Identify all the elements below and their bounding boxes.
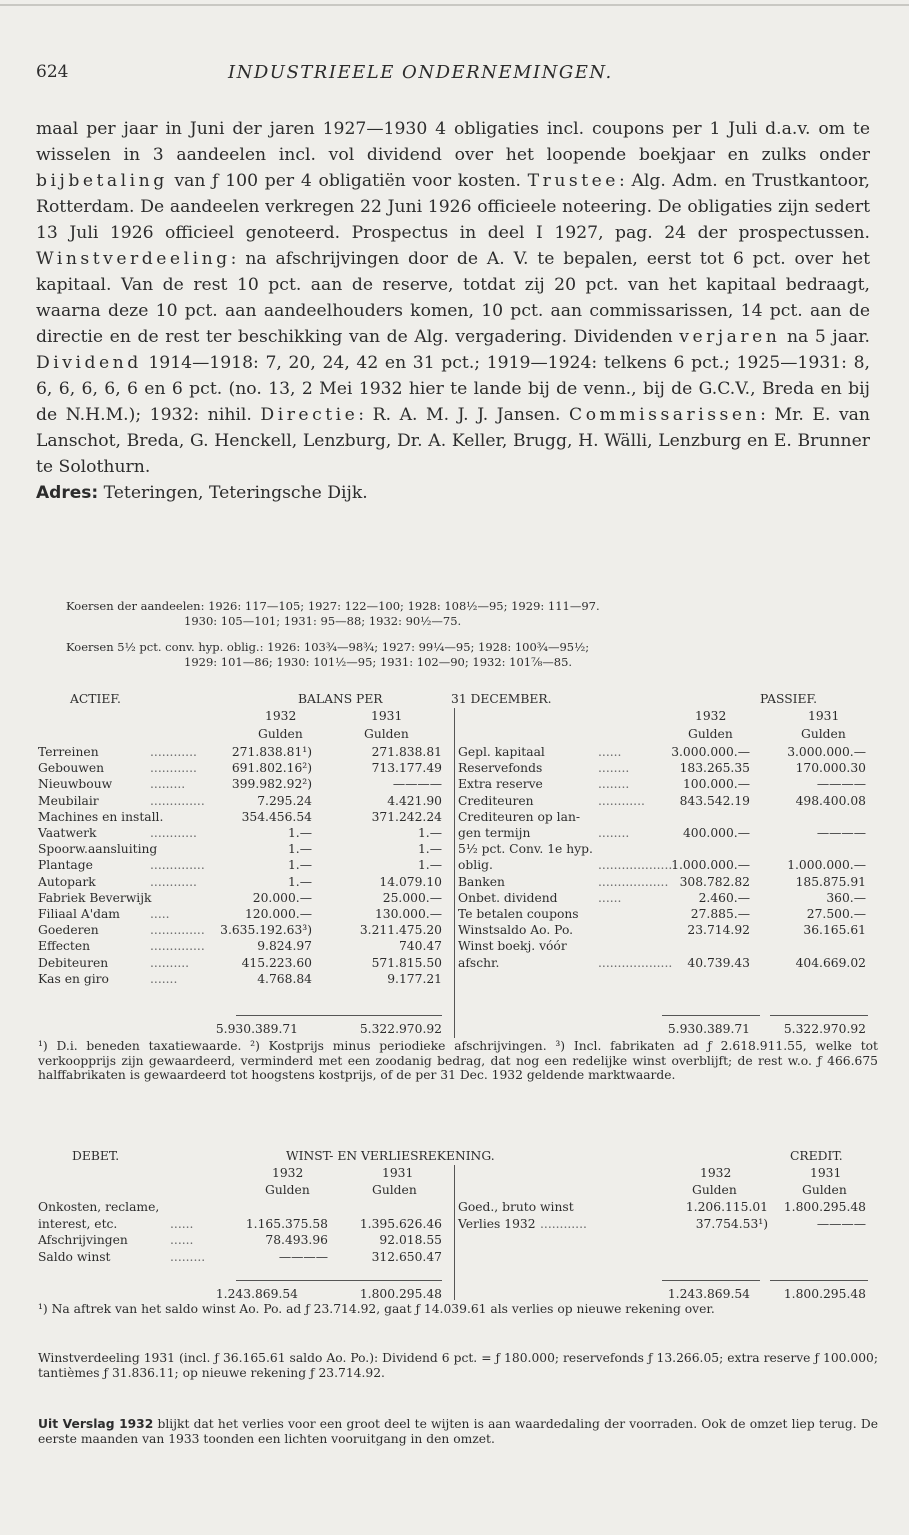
row-label: Afschrijvingen bbox=[38, 1233, 128, 1247]
address-line bbox=[36, 480, 870, 506]
row-label: Plantage bbox=[38, 858, 93, 873]
row-value-1932: 691.802.16²) bbox=[231, 761, 312, 776]
emphasis-verjaren: verjaren bbox=[679, 327, 781, 347]
row-value-1932: 40.739.43 bbox=[687, 955, 750, 970]
row-value-1932: 1.— bbox=[287, 874, 312, 889]
row-value-1932: 1.— bbox=[287, 842, 312, 857]
col-year: 1931 bbox=[382, 1166, 414, 1180]
row-value-1932: 400.000.— bbox=[682, 826, 750, 840]
row-label: Extra reserve bbox=[458, 777, 543, 792]
total-value: 5.322.970.92 bbox=[783, 1022, 866, 1036]
row-value-1932: 78.493.96 bbox=[265, 1233, 328, 1247]
row-leader-dots: ...... bbox=[170, 1233, 194, 1247]
row-label: Goed., bruto winst bbox=[458, 1200, 574, 1214]
row-value-1931: 498.400.08 bbox=[795, 793, 866, 808]
row-value-1932: 183.265.35 bbox=[679, 761, 750, 776]
row-label: Reservefonds bbox=[458, 761, 543, 776]
row-value-1932: 1.— bbox=[287, 826, 312, 840]
row-label: Kas en giro bbox=[38, 971, 109, 986]
row-value-1931: 130.000.— bbox=[374, 907, 442, 921]
pl-footnote: ¹) Na aftrek van het saldo winst Ao. Po. ad ƒ 23.714.92, gaat ƒ 14.039.61 als verlies op nieuwe rekening over. bbox=[38, 1302, 715, 1316]
row-value-1931: ———— bbox=[392, 777, 442, 792]
row-leader-dots: .............. bbox=[150, 793, 205, 808]
row-label: Saldo winst bbox=[38, 1249, 111, 1264]
row-leader-dots: ............ bbox=[150, 826, 197, 840]
sum-rule bbox=[662, 1015, 760, 1016]
row-label: gen termijn bbox=[458, 826, 531, 840]
row-leader-dots: ................... bbox=[598, 955, 673, 970]
row-leader-dots: ........ bbox=[598, 777, 630, 792]
col-year: 1932 bbox=[695, 709, 727, 723]
sum-rule bbox=[662, 1280, 760, 1281]
row-label: interest, etc. bbox=[38, 1216, 118, 1231]
sum-rule bbox=[344, 1280, 442, 1281]
col-year: 1931 bbox=[810, 1166, 842, 1180]
col-year: 1932 bbox=[272, 1166, 304, 1180]
total-value: 5.322.970.92 bbox=[359, 1022, 442, 1036]
sum-rule bbox=[236, 1280, 344, 1281]
row-value-1931: ———— bbox=[816, 826, 866, 840]
col-unit: Gulden bbox=[688, 727, 733, 741]
emphasis-directie: Directie bbox=[260, 405, 359, 425]
address-label: Adres: bbox=[36, 483, 99, 503]
row-label: Gebouwen bbox=[38, 761, 105, 776]
row-leader-dots: ....... bbox=[150, 971, 178, 986]
row-label: Te betalen coupons bbox=[458, 907, 579, 921]
total-value: 1.800.295.48 bbox=[783, 1287, 866, 1301]
row-value-1931: 312.650.47 bbox=[371, 1249, 442, 1264]
row-value-1932: 9.824.97 bbox=[257, 939, 312, 954]
row-value-1931: 1.800.295.48 bbox=[783, 1200, 866, 1214]
row-value-1931: 371.242.24 bbox=[371, 809, 442, 824]
row-leader-dots: ......... bbox=[150, 777, 186, 792]
col-unit: Gulden bbox=[692, 1183, 737, 1197]
row-label: Debiteuren bbox=[38, 955, 109, 970]
row-value-1931: 9.177.21 bbox=[387, 971, 442, 986]
company-description bbox=[36, 116, 870, 506]
row-label: Autopark bbox=[38, 874, 96, 889]
running-title: INDUSTRIEELE ONDERNEMINGEN. bbox=[228, 62, 613, 83]
col-year: 1931 bbox=[808, 709, 840, 723]
row-label: Machines en install. bbox=[38, 809, 164, 824]
row-value-1931: 92.018.55 bbox=[379, 1233, 442, 1247]
row-label: Vaatwerk bbox=[38, 826, 97, 840]
row-value-1931: 25.000.— bbox=[382, 890, 442, 905]
row-label: Filiaal A'dam bbox=[38, 907, 120, 921]
row-value-1932: 354.456.54 bbox=[241, 809, 312, 824]
row-leader-dots: .............. bbox=[150, 858, 205, 873]
sum-rule bbox=[770, 1280, 868, 1281]
top-rule bbox=[0, 4, 909, 6]
sum-rule bbox=[770, 1015, 868, 1016]
col-year: 1932 bbox=[265, 709, 297, 723]
annual-report-summary bbox=[38, 1417, 878, 1446]
col-unit: Gulden bbox=[802, 1183, 847, 1197]
row-label: Onkosten, reclame, bbox=[38, 1200, 160, 1214]
balance-title-date: 31 DECEMBER. bbox=[451, 692, 552, 706]
row-value-1932: 271.838.81¹) bbox=[231, 745, 312, 759]
total-value: 5.930.389.71 bbox=[667, 1022, 750, 1036]
row-value-1932: 308.782.82 bbox=[679, 874, 750, 889]
row-value-1932: 3.635.192.63³) bbox=[220, 923, 312, 938]
emphasis-winstverdeeling: Winstverdeeling bbox=[36, 249, 231, 269]
row-value-1931: 1.— bbox=[417, 842, 442, 857]
sum-rule bbox=[236, 1015, 344, 1016]
sum-rule bbox=[344, 1015, 442, 1016]
row-label: Meubilair bbox=[38, 793, 99, 808]
row-leader-dots: ........ bbox=[598, 761, 630, 776]
emphasis-dividend: Dividend bbox=[36, 353, 142, 373]
row-leader-dots: ............ bbox=[598, 793, 645, 808]
row-value-1932: 2.460.— bbox=[698, 890, 750, 905]
col-unit: Gulden bbox=[258, 727, 303, 741]
credit-label: CREDIT. bbox=[790, 1149, 843, 1163]
row-label: afschr. bbox=[458, 955, 500, 970]
row-leader-dots: ...... bbox=[598, 745, 622, 759]
total-value: 5.930.389.71 bbox=[215, 1022, 298, 1036]
row-label: Effecten bbox=[38, 939, 91, 954]
row-value-1931: 713.177.49 bbox=[371, 761, 442, 776]
row-leader-dots: ............ bbox=[150, 874, 197, 889]
row-value-1932: 27.885.— bbox=[690, 907, 750, 921]
row-value-1931: 1.— bbox=[417, 858, 442, 873]
total-value: 1.243.869.54 bbox=[215, 1287, 298, 1301]
actief-label: ACTIEF. bbox=[70, 692, 121, 706]
row-value-1931: 571.815.50 bbox=[371, 955, 442, 970]
row-label: Goederen bbox=[38, 923, 99, 938]
row-value-1932: 4.768.84 bbox=[257, 971, 312, 986]
row-value-1931: 36.165.61 bbox=[803, 923, 866, 938]
row-value-1931: 1.— bbox=[417, 826, 442, 840]
row-label: Crediteuren op lan- bbox=[458, 809, 581, 824]
row-leader-dots: .............. bbox=[150, 923, 205, 938]
emphasis-bijbetaling: bijbetaling bbox=[36, 171, 168, 191]
balance-divider bbox=[454, 708, 455, 1038]
page-header bbox=[36, 62, 876, 92]
row-leader-dots: ............ bbox=[150, 761, 197, 776]
row-value-1932: ———— bbox=[278, 1249, 328, 1264]
row-value-1931: 740.47 bbox=[398, 939, 442, 954]
row-label: Winstsaldo Ao. Po. bbox=[458, 923, 574, 938]
description-paragraph: maal per jaar in Juni der jaren 1927—1930 4 obligaties incl. coupons per 1 Juli d.a.v. om te wisselen in 3 aandeelen incl. vol dividend over het loopende boekjaar en zulks onder bijbetaling van ƒ 100 per 4 obligatiën voor kosten. Trustee: Alg. Adm. en Trustkantoor, Rotterdam. De aandeelen verkregen 22 Juni 1926 officieele noteering. De obligaties zijn sedert 13 Juli 1926 officieel genoteerd. Prospectus in deel I 1927, pag. 24 der prospectussen. Winstverdeeling: na afschrijvingen door de A. V. te bepalen, eerst tot 6 pct. over het kapitaal. Van de rest 10 pct. aan de reserve, totdat zij 20 pct. van het kapitaal bedraagt, waarna deze 10 pct. aan aandeelhouders komen, 10 pct. aan commissarissen, 14 pct. aan de directie en de rest ter beschikking van de Alg. vergadering. Dividenden verjaren na 5 jaar. Dividend 1914—1918: 7, 20, 24, 42 en 31 pct.; 1919—1924: telkens 6 pct.; 1925—1931: 8, 6, 6, 6, 6, 6 en 6 pct. (no. 13, 2 Mei 1932 hier te lande bij de venn., bij de G.C.V., Breda en bij de N.H.M.); 1932: nihil. Directie: R. A. M. J. J. Jansen. Commissarissen: Mr. E. van Lanschot, Breda, G. Henckell, Lenzburg, Dr. A. Keller, Brugg, H. Wälli, Lenzburg en E. Brunner te Solothurn. bbox=[36, 119, 870, 477]
passief-label: PASSIEF. bbox=[760, 692, 818, 706]
row-value-1931: 4.421.90 bbox=[387, 793, 442, 808]
debet-label: DEBET. bbox=[72, 1149, 120, 1163]
row-label: Onbet. dividend bbox=[458, 890, 558, 905]
row-leader-dots: ........ bbox=[598, 826, 630, 840]
row-leader-dots: ...... bbox=[598, 890, 622, 905]
pl-divider bbox=[454, 1165, 455, 1300]
row-value-1932: 20.000.— bbox=[252, 890, 312, 905]
col-year: 1931 bbox=[371, 709, 403, 723]
row-value-1932: 415.223.60 bbox=[241, 955, 312, 970]
row-leader-dots: ..... bbox=[150, 907, 170, 921]
col-unit: Gulden bbox=[372, 1183, 417, 1197]
col-unit: Gulden bbox=[801, 727, 846, 741]
row-leader-dots: ......... bbox=[170, 1249, 206, 1264]
balance-title: BALANS PER bbox=[298, 692, 383, 706]
row-value-1932: 100.000.— bbox=[682, 777, 750, 792]
row-label: Fabriek Beverwijk bbox=[38, 890, 152, 905]
row-label: Nieuwbouw bbox=[38, 777, 113, 792]
share-prices: Koersen der aandeelen: 1926: 117—105; 1927: 122—100; 1928: 108½—95; 1929: 111—97. 1930: 105—101; 1931: 95—88; 1932: 90½—75. bbox=[66, 599, 600, 628]
row-value-1932: 1.206.115.01 bbox=[685, 1200, 768, 1214]
col-year: 1932 bbox=[700, 1166, 732, 1180]
row-leader-dots: .............. bbox=[150, 939, 205, 954]
col-unit: Gulden bbox=[364, 727, 409, 741]
row-leader-dots: .......... bbox=[150, 955, 190, 970]
row-label: Banken bbox=[458, 874, 505, 889]
row-value-1931: ———— bbox=[816, 777, 866, 792]
row-value-1932: 3.000.000.— bbox=[671, 745, 750, 759]
total-value: 1.800.295.48 bbox=[359, 1287, 442, 1301]
row-label: Crediteuren bbox=[458, 793, 534, 808]
row-value-1932: 37.754.53¹) bbox=[695, 1216, 768, 1231]
row-value-1932: 1.165.375.58 bbox=[245, 1216, 328, 1231]
row-value-1932: 1.000.000.— bbox=[671, 858, 750, 873]
address-value: Teteringen, Teteringsche Dijk. bbox=[98, 483, 368, 503]
row-leader-dots: ............ bbox=[150, 745, 197, 759]
row-value-1931: 1.395.626.46 bbox=[359, 1216, 442, 1231]
emphasis-commissarissen: Commissarissen bbox=[569, 405, 761, 425]
row-value-1931: 360.— bbox=[826, 890, 866, 905]
row-value-1931: 271.838.81 bbox=[371, 745, 442, 759]
row-value-1931: 1.000.000.— bbox=[787, 858, 866, 873]
row-label: Spoorw.aansluiting bbox=[38, 842, 158, 857]
row-leader-dots: ............ bbox=[540, 1216, 587, 1231]
row-value-1932: 7.295.24 bbox=[257, 793, 312, 808]
bond-prices: Koersen 5½ pct. conv. hyp. oblig.: 1926: 103¾—98¾; 1927: 99¼—95; 1928: 100¾—95½; 1929: 101—86; 1930: 101½—95; 1931: 102—90; 1932: 101⅞—85. bbox=[66, 640, 590, 669]
row-label: Winst boekj. vóór bbox=[458, 939, 567, 954]
row-label: 5½ pct. Conv. 1e hyp. bbox=[458, 842, 593, 857]
row-value-1931: 27.500.— bbox=[806, 907, 866, 921]
pl-title: WINST- EN VERLIESREKENING. bbox=[286, 1149, 495, 1163]
row-label: Verlies 1932 bbox=[458, 1216, 536, 1231]
row-label: Gepl. kapitaal bbox=[458, 745, 545, 759]
row-value-1932: 843.542.19 bbox=[679, 793, 750, 808]
row-leader-dots: ................... bbox=[598, 858, 673, 873]
profit-distribution: Winstverdeeling 1931 (incl. ƒ 36.165.61 saldo Ao. Po.): Dividend 6 pct. = ƒ 180.000; reservefonds ƒ 13.266.05; extra reserve ƒ 100.000; tantièmes ƒ 31.836.11; op nieuwe rekening ƒ 23.714.92. bbox=[38, 1351, 878, 1380]
page-number: 624 bbox=[36, 62, 69, 82]
row-value-1931: 404.669.02 bbox=[795, 955, 866, 970]
balance-footnotes: ¹) D.i. beneden taxatiewaarde. ²) Kostprijs minus periodieke afschrijvingen. ³) Incl. fabrikaten ad ƒ 2.618.911.55, welke tot verkoopprijs zijn gewaardeerd, verminderd met een zoodanig bedrag, dat nog een redelijke winst overblijft; de rest w.o. ƒ 466.675 halffabrikaten is gewaardeerd tot hoogstens kostprijs, of de per 31 Dec. 1932 geldende marktwaarde. bbox=[38, 1039, 878, 1083]
row-value-1931: ———— bbox=[816, 1216, 866, 1231]
row-value-1932: 23.714.92 bbox=[687, 923, 750, 938]
row-leader-dots: .................. bbox=[598, 874, 669, 889]
row-leader-dots: ...... bbox=[170, 1216, 194, 1231]
col-unit: Gulden bbox=[265, 1183, 310, 1197]
row-label: oblig. bbox=[458, 858, 493, 873]
row-value-1932: 1.— bbox=[287, 858, 312, 873]
row-value-1931: 3.000.000.— bbox=[787, 745, 866, 759]
row-value-1931: 14.079.10 bbox=[379, 874, 442, 889]
row-label: Terreinen bbox=[38, 745, 99, 759]
emphasis-trustee: Trustee bbox=[527, 171, 619, 191]
row-value-1932: 399.982.92²) bbox=[231, 777, 312, 792]
report-text: blijkt dat het verlies voor een groot deel te wijten is aan waardedaling der voorraden. Ook de omzet liep terug. De eerste maanden van 1933 toonden een lichten vooruitgang in den omzet. bbox=[38, 1417, 878, 1446]
row-value-1931: 170.000.30 bbox=[795, 761, 866, 776]
row-value-1931: 185.875.91 bbox=[795, 874, 866, 889]
row-value-1932: 120.000.— bbox=[244, 907, 312, 921]
report-label: Uit Verslag 1932 bbox=[38, 1417, 154, 1431]
total-value: 1.243.869.54 bbox=[667, 1287, 750, 1301]
row-value-1931: 3.211.475.20 bbox=[359, 923, 442, 938]
